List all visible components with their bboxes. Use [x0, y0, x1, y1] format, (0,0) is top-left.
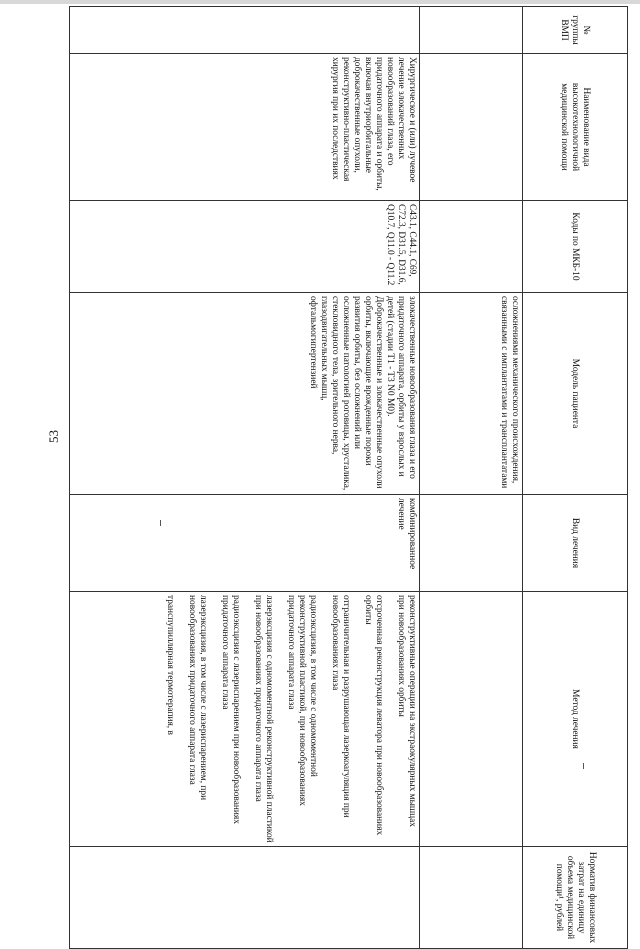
cell-empty [420, 592, 523, 847]
header-row [523, 7, 628, 949]
cell-group-number [70, 7, 420, 54]
method-item: радиоэксцизия с лазериспарением при новообразованиях придаточного аппарата глаза [220, 595, 241, 824]
cell-norm [70, 847, 420, 949]
cell-icd-codes: C43.1, C44.1, C69, C72.3, D31.5, D31.6, Q10.7, Q11.0 - Q11.2 [70, 201, 420, 293]
continuation-row [420, 7, 523, 949]
cell-patient-model: злокачественные новообразования глаза и его придаточного аппарата, орбиты у взрослых и детей (стадии T1 - T3 N0 M0). Доброкачественные и злокачественные опухоли орбиты, включающие врожденные пороки развития орбиты, без осложнений или осложненные патологией роговицы, хрусталика, стекловидного тела, зрительного нерва, глазодвигательных мышц, офтальмогипертензией [70, 293, 420, 495]
cell-empty [420, 54, 523, 201]
header-treatment-method: Метод лечения [523, 592, 628, 847]
cell-empty [420, 7, 523, 54]
cell-treatment-type: комбинированное лечение [70, 495, 420, 592]
header-patient-model: Модель пациента [523, 293, 628, 495]
method-item: отсроченная реконструкция леватора при новообразованиях орбиты [363, 595, 384, 836]
cell-empty [420, 201, 523, 293]
header-icd-codes: Коды по МКБ-10 [523, 201, 628, 293]
cell-empty [420, 495, 523, 592]
method-item: лазерэксцизия, в том числе с лазериспарением, при новообразованиях придаточного аппарата глаза [187, 595, 208, 801]
rotated-page [68, 6, 628, 944]
vmp-table [69, 6, 628, 949]
method-item: отграничительная и разрушающая лазеркоагуляция при новообразованиях глаза [330, 595, 351, 818]
method-item: транспупиллярная термотерапия, в [165, 595, 175, 735]
method-item: реконструктивные операции на экстраокулярных мышцах при новообразованиях орбиты [396, 595, 417, 827]
cell-patient-model-continued: осложнениями механического происхождения, связанными с имплантатами и трансплантатами [420, 293, 523, 495]
scan-mark [583, 763, 584, 769]
header-treatment-type: Вид лечения [523, 495, 628, 592]
header-norm: Норматив финансовых затрат на единицу объема медицинской помощи¹, рублей [523, 847, 628, 949]
table-row [70, 7, 420, 949]
header-group-number: № группы ВМП [523, 7, 628, 54]
cell-treatment-methods [70, 592, 420, 847]
header-vmp-type: Наименование вида высокотехнологичной медицинской помощи [523, 54, 628, 201]
page-number: 53 [46, 430, 61, 443]
scan-edge [0, 0, 640, 4]
method-item: лазерэксцизия с одномоментной реконструктивной пластикой при новообразованиях придаточного аппарата глаза [253, 595, 274, 843]
cell-empty [420, 847, 523, 949]
cell-vmp-type: Хирургическое и (или) лучевое лечение злокачественных новообразований глаза, его придаточного аппарата и орбиты, включая внутриорбитальные доброкачественные опухоли, реконструктивно-пластическая хирургия при их последствиях [70, 54, 420, 201]
method-item: радиоэксцизия, в том числе с одномоментной реконструктивной пластикой, при новообразованиях придаточного аппарата глаза [286, 595, 318, 806]
scan-mark [160, 520, 161, 526]
